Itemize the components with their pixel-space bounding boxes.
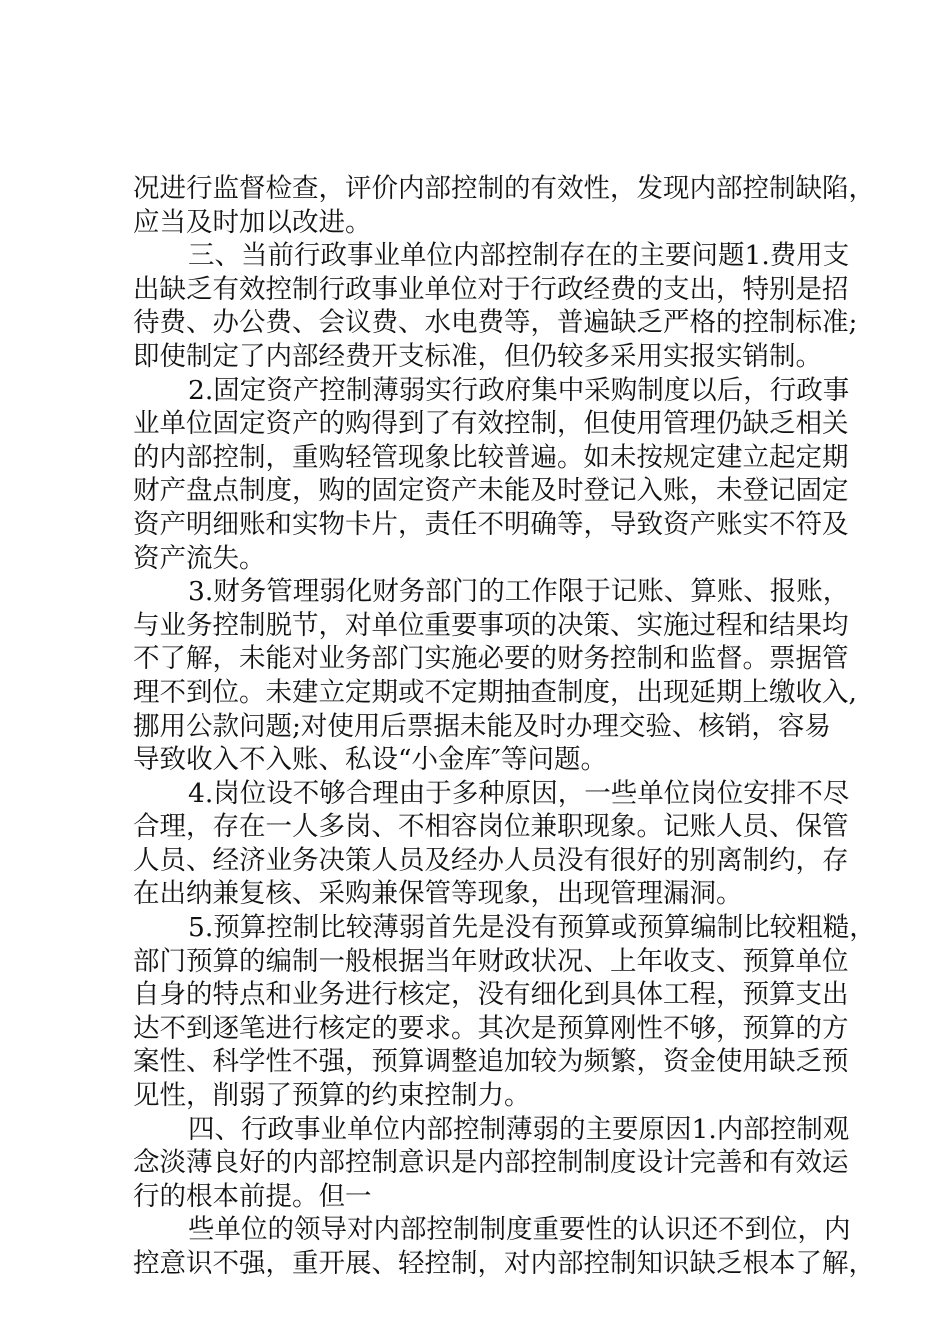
text-line: 自身的特点和业务进行核定，没有细化到具体工程，预算支出 <box>133 979 849 1011</box>
text-line: 资产流失。 <box>133 542 266 574</box>
text-line: 挪用公款问题;对使用后票据未能及时办理交验、核销，容易 <box>133 710 831 742</box>
text-line: 达不到逐笔进行核定的要求。其次是预算刚性不够，预算的方 <box>133 1012 849 1044</box>
text-line: 在出纳兼复核、采购兼保管等现象，出现管理漏洞。 <box>133 878 743 910</box>
text-line: 出缺乏有效控制行政事业单位对于行政经费的支出，特别是招 <box>133 273 849 305</box>
text-line: 控意识不强，重开展、轻控制，对内部控制知识缺乏根本了解， <box>133 1248 875 1279</box>
text-line: 待费、办公费、会议费、水电费等，普遍缺乏严格的控制标准; <box>133 307 858 339</box>
text-line: 况进行监督检查，评价内部控制的有效性，发现内部控制缺陷， <box>133 173 875 204</box>
text-line: 的内部控制，重购轻管现象比较普遍。如未按规定建立起定期 <box>133 441 849 473</box>
text-line: 念淡薄良好的内部控制意识是内部控制制度设计完善和有效运 <box>133 1147 849 1179</box>
text-line: 三、当前行政事业单位内部控制存在的主要问题1.费用支 <box>188 240 850 272</box>
text-line: 导致收入不入账、私设“小金库″等问题。 <box>133 744 607 776</box>
text-line: 见性，削弱了预算的约束控制力。 <box>133 1080 531 1112</box>
text-line: 不了解，未能对业务部门实施必要的财务控制和监督。票据管 <box>133 643 849 675</box>
text-line: 资产明细账和实物卡片，责任不明确等，导致资产账实不符及 <box>133 508 849 540</box>
text-line: 与业务控制脱节，对单位重要事项的决策、实施过程和结果均 <box>133 609 849 641</box>
text-line: 理不到位。未建立定期或不定期抽查制度，出现延期上缴收入, <box>133 676 857 708</box>
text-line: 3.财务管理弱化财务部门的工作限于记账、算账、报账， <box>188 576 850 608</box>
text-line: 行的根本前提。但一 <box>133 1180 372 1212</box>
text-line: 部门预算的编制一般根据当年财政状况、上年收支、预算单位 <box>133 945 849 977</box>
text-line: 些单位的领导对内部控制制度重要性的认识还不到位，内 <box>188 1214 851 1246</box>
text-line: 5.预算控制比较薄弱首先是没有预算或预算编制比较粗糙， <box>188 912 876 944</box>
text-line: 四、行政事业单位内部控制薄弱的主要原因1.内部控制观 <box>188 1113 850 1145</box>
text-line: 4.岗位设不够合理由于多种原因，一些单位岗位安排不尽 <box>188 777 850 809</box>
text-line: 案性、科学性不强，预算调整追加较为频繁，资金使用缺乏预 <box>133 1046 849 1078</box>
text-line: 业单位固定资产的购得到了有效控制，但使用管理仍缺乏相关 <box>133 408 849 440</box>
text-line: 即使制定了内部经费开支标准，但仍较多采用实报实销制。 <box>133 340 822 372</box>
text-line: 应当及时加以改进。 <box>133 206 372 238</box>
text-line: 合理，存在一人多岗、不相容岗位兼职现象。记账人员、保管 <box>133 811 849 843</box>
text-line: 2.固定资产控制薄弱实行政府集中采购制度以后，行政事 <box>188 374 850 406</box>
text-line: 财产盘点制度，购的固定资产未能及时登记入账，未登记固定 <box>133 475 849 507</box>
document-body-text <box>133 172 876 1281</box>
text-line: 人员、经济业务决策人员及经办人员没有很好的别离制约，存 <box>133 844 849 876</box>
